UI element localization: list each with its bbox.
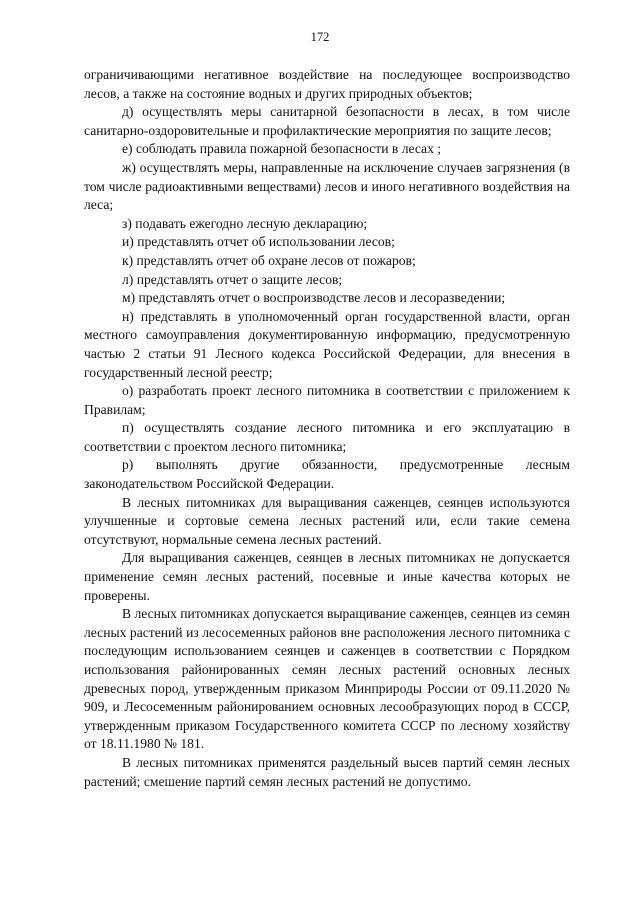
paragraph-continuation: ограничивающими негативное воздействие на последующее воспроизводство лесов, а также на состояние водных и других природных объектов; [84, 67, 570, 101]
list-item-zh: ж) осуществлять меры, направленные на исключение случаев загрязнения (в том числе радиоактивными веществами) лесов и иного негативного воздействия на леса; [84, 159, 570, 213]
page-number: 172 [310, 30, 330, 44]
paragraph-unverified-seeds: Для выращивания саженцев, сеянцев в лесных питомниках не допускается применение семян лесных растений, посевные и иные качества которых не проверены. [84, 550, 570, 603]
list-item-z: з) подавать ежегодно лесную декларацию; [122, 215, 368, 231]
list-item-k: к) представлять отчет об охране лесов от пожаров; [122, 252, 416, 268]
list-item-i: и) представлять отчет об использовании лесов; [122, 234, 395, 250]
paragraph-separate-sowing: В лесных питомниках применятся раздельный высев партий семян лесных растений; смешение партий семян лесных растений не допустимо. [84, 754, 570, 789]
list-item-d: д) осуществлять меры санитарной безопасности в лесах, в том числе санитарно-оздоровительные и профилактические мероприятия по защите лесов; [84, 104, 570, 138]
paragraph-seeds-quality: В лесных питомниках для выращивания саженцев, сеянцев используются улучшенные и сортовые семена лесных растений или, если такие семена отсутствуют, нормальные семена лесных растений. [84, 494, 570, 547]
list-item-m: м) представлять отчет о воспроизводстве лесов и лесоразведении; [122, 290, 506, 306]
list-item-n: н) представлять в уполномоченный орган государственной власти, орган местного самоуправления документированную информацию, предусмотренную частью 2 статьи 91 Лесного кодекса Российской Федерации, для внесения в государственный лесной реестр; [84, 308, 570, 380]
document-body [84, 66, 570, 791]
list-item-r: р) выполнять другие обязанности, предусмотренные лесным законодательством Российской Федерации. [84, 457, 570, 492]
list-item-o: о) разработать проект лесного питомника в соответствии с приложением к Правилам; [84, 383, 570, 417]
paragraph-seed-zones: В лесных питомниках допускается выращивание саженцев, сеянцев из семян лесных растений из лесосеменных районов вне расположения лесного питомника с последующим использованием сеянцев и саженцев в соответствии с Порядком использования районированных семян лесных растений основных лесных древесных пород, утвержденным приказом Минприроды России от 09.11.2020 № 909, и Лесосеменным районированием основных лесообразующих пород в СССР, утвержденным приказом Государственного комитета СССР по лесному хозяйству от 18.11.1980 № 181. [84, 606, 570, 752]
list-item-l: л) представлять отчет о защите лесов; [122, 271, 343, 287]
list-item-p: п) осуществлять создание лесного питомника и его эксплуатацию в соответствии с проектом лесного питомника; [84, 420, 570, 454]
list-item-e: е) соблюдать правила пожарной безопасности в лесах ; [122, 141, 442, 157]
